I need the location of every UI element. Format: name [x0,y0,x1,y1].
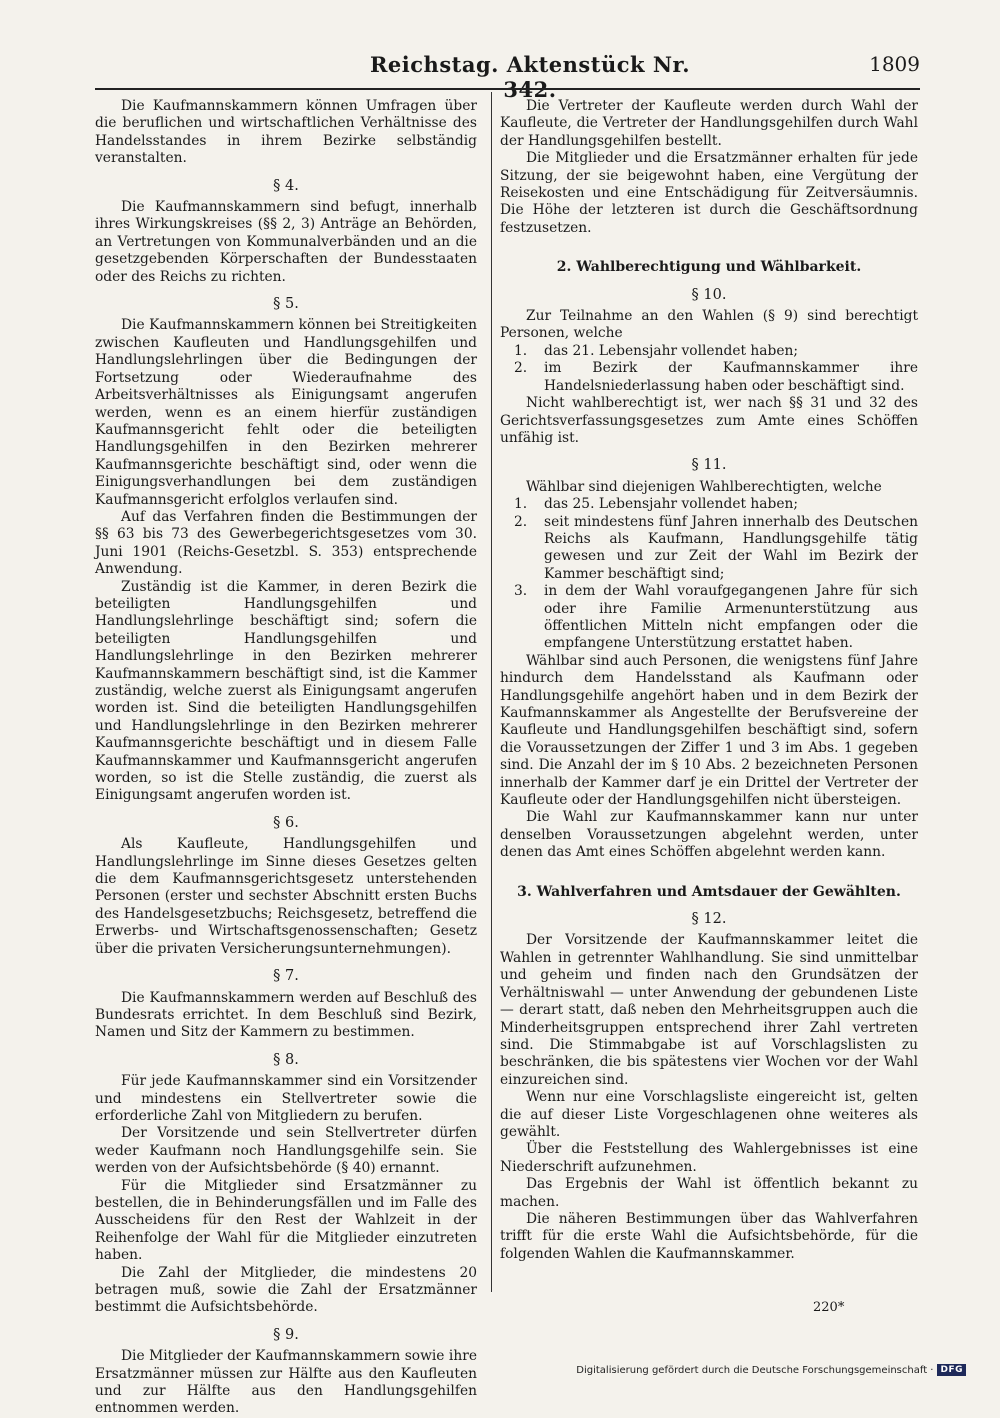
subsection-heading: 2. Wahlberechtigung und Wählbarkeit. [556,259,862,276]
digitization-footer [576,1364,966,1376]
section-heading: § 8. [273,1051,299,1068]
section-heading: § 11. [691,457,727,474]
section-heading: § 4. [273,177,299,194]
paragraph: Für jede Kaufmannskammer sind ein Vorsitzender und mindestens ein Stellvertreter sowie die erforderliche Zahl von Mitgliedern zu berufen. [95,1073,477,1124]
paragraph: Wählbar sind auch Personen, die wenigstens fünf Jahre hindurch dem Handelsstand als Kaufmann oder Handlungsgehilfe angehört haben und in dem Bezirk der Kaufmannskammer als Angestellte der Berufsvereine der Kaufleute und Handlungsgehilfen beschäftigt sind, sofern die Voraussetzungen der Ziffer 1 und 3 im Abs. 1 gegeben sind. Die Anzahl der im § 10 Abs. 2 bezeichneten Personen innerhalb der Kammer darf je ein Drittel der Vertreter der Kaufleute oder der Handlungsgehilfen nicht übersteigen. [500,652,918,809]
paragraph: Die Mitglieder und die Ersatzmänner erhalten für jede Sitzung, der sie beigewohnt haben, eine Vergütung der Reisekosten und eine Entschädigung für Zeitversäumnis. Die Höhe der letzteren ist durch die Geschäftsordnung festzusetzen. [500,150,918,236]
paragraph: Die Kaufmannskammern werden auf Beschluß des Bundesrats errichtet. In dem Beschluß sind Bezirk, Namen und Sitz der Kammern zu bestimmen. [95,989,477,1041]
list-text: das 21. Lebensjahr vollendet haben; [544,342,799,359]
numbered-list [500,496,918,653]
header-title: Reichstag. Aktenstück Nr. 342. [369,52,691,102]
page-number: 1809 [869,52,920,76]
section-heading: § 9. [273,1326,299,1343]
list-number: 1. [514,342,528,359]
paragraph: Die Wahl zur Kaufmannskammer kann nur unter denselben Voraussetzungen abgelehnt werden, unter denen das Amt eines Schöffen abgelehnt werden kann. [500,809,918,861]
paragraph: Die näheren Bestimmungen über das Wahlverfahren trifft für die erste Wahl die Aufsichtsbehörde, für die folgenden Wahlen die Kaufmannskammer. [500,1210,918,1262]
numbered-list [500,343,918,395]
list-item [500,583,918,653]
list-text: seit mindestens fünf Jahren innerhalb des Deutschen Reichs als Kaufmann, Handlungsgehilfe tätig gewesen und zur Zeit der Wahl im Bezirk der Kammer beschäftigt sind; [544,513,918,582]
paragraph: Wählbar sind diejenigen Wahlberechtigten, welche [526,478,882,495]
paragraph: Der Vorsitzende und sein Stellvertreter dürfen weder Kaufmann noch Handlungsgehilfe sein. Sie werden von der Aufsichtsbehörde (§ 40) ernannt. [95,1125,477,1177]
paragraph: Über die Feststellung des Wahlergebnisses ist eine Niederschrift aufzunehmen. [500,1141,918,1175]
paragraph: Die Mitglieder der Kaufmannskammern sowie ihre Ersatzmänner müssen zur Hälfte aus den Kaufleuten und zur Hälfte aus den Handlungsgehilfen entnommen werden. [95,1348,477,1417]
paragraph: Nicht wahlberechtigt ist, wer nach §§ 31 und 32 des Gerichtsverfassungsgesetzes zum Amte eines Schöffen unfähig ist. [500,395,918,446]
section-heading: § 5. [273,296,299,313]
list-text: im Bezirk der Kaufmannskammer ihre Handelsniederlassung haben oder beschäftigt sind. [544,360,918,394]
footer-text: Digitalisierung gefördert durch die Deutsche Forschungsgemeinschaft · [576,1364,934,1376]
list-item [500,360,918,395]
left-column [95,98,477,1418]
list-number: 3. [514,583,528,600]
section-heading: § 12. [691,911,727,928]
paragraph: Als Kaufleute, Handlungsgehilfen und Handlungslehrlinge im Sinne dieses Gesetzes gelten die dem Kaufmannsgerichtsgesetz unterstehenden Personen (erster und sechster Abschnitt ersten Buchs des Handelsgesetzbuchs; Reichsgesetz, betreffend die Erwerbs- und Wirtschaftsgenossenschaften; Gesetz über die privaten Versicherungsunternehmungen). [95,836,477,957]
dfg-logo: DFG [937,1364,966,1376]
list-item [500,343,918,360]
paragraph: Die Kaufmannskammern können bei Streitigkeiten zwischen Kaufleuten und Handlungsgehilfen und Handlungslehrlingen über die Bedingungen der Fortsetzung oder Wiederaufnahme des Arbeitsverhältnisses als Einigungsamt angerufen werden, wenn es an einem hierfür zuständigen Kaufmannsgericht fehlt oder die beteiligten Handlungsgehilfen in den Bezirken mehrerer Kaufmannsgerichte beschäftigt sind, oder wenn die Einigungsverhandlungen bei dem zuständigen Kaufmannsgericht erfolglos verlaufen sind. [95,317,477,508]
section-heading: § 10. [691,286,727,303]
paragraph: Die Kaufmannskammern sind befugt, innerhalb ihres Wirkungskreises (§§ 2, 3) Anträge an Behörden, an Vertretungen von Kommunalverbänden und an die gesetzgebenden Körperschaften der Bundesstaaten oder des Reichs zu richten. [95,199,477,285]
paragraph: Für die Mitglieder sind Ersatzmänner zu bestellen, die in Behinderungsfällen und im Falle des Ausscheidens für den Rest der Wahlzeit in der Reihenfolge der Wahl für die Mitglieder einzutreten haben. [95,1177,477,1264]
paragraph: Zur Teilnahme an den Wahlen (§ 9) sind berechtigt Personen, welche [500,308,918,342]
list-item [500,496,918,513]
section-heading: § 7. [273,968,299,985]
list-text: das 25. Lebensjahr vollendet haben; [544,496,799,513]
page-header [95,52,920,102]
subsection-heading: 3. Wahlverfahren und Amtsdauer der Gewählten. [517,883,901,900]
paragraph: Die Kaufmannskammern können Umfragen über die beruflichen und wirtschaftlichen Verhältnisse des Handelsstandes in ihrem Bezirke selbständig veranstalten. [95,98,477,167]
header-rule [95,88,920,90]
paragraph: Das Ergebnis der Wahl ist öffentlich bekannt zu machen. [500,1176,918,1210]
right-column [500,98,918,1263]
column-divider [491,92,492,1292]
paragraph: Die Vertreter der Kaufleute werden durch Wahl der Kaufleute, die Vertreter der Handlungsgehilfen durch Wahl der Handlungsgehilfen bestellt. [500,98,918,149]
list-number: 1. [514,496,528,513]
paragraph: Der Vorsitzende der Kaufmannskammer leitet die Wahlen in getrennter Wahlhandlung. Sie sind unmittelbar und geheim und finden nach den Grundsätzen der Verhältniswahl — unter Anwendung der gebundenen Liste — derart statt, daß neben den Mehrheitsgruppen auch die Minderheitsgruppen entsprechend ihrer Zahl vertreten sind. Die Stimmabgabe ist auf Vorschlagslisten zu beschränken, die bis spätestens vier Wochen vor der Wahl einzureichen sind. [500,932,918,1088]
paragraph: Zuständig ist die Kammer, in deren Bezirk die beteiligten Handlungsgehilfen und Handlungslehrlinge beschäftigt sind; sofern die beteiligten Handlungsgehilfen und Handlungslehrlinge in den Bezirken mehrerer Kaufmannskammern beschäftigt sind, ist die Kammer zuständig, welche zuerst als Einigungsamt angerufen worden ist. Sind die beteiligten Handlungsgehilfen und Handlungslehrlinge in den Bezirken mehrerer Kaufmannsgerichte beschäftigt und in diesem Falle Kaufmannskammer und Kaufmannsgericht angerufen worden, so ist die Stelle zuständig, die zuerst als Einigungsamt angerufen worden ist. [95,578,477,804]
list-number: 2. [514,513,528,530]
list-item [500,514,918,584]
list-number: 2. [514,360,528,377]
paragraph: Auf das Verfahren finden die Bestimmungen der §§ 63 bis 73 des Gewerbegerichtsgesetzes vom 30. Juni 1901 (Reichs-Gesetzbl. S. 353) entsprechende Anwendung. [95,508,477,578]
section-heading: § 6. [273,814,299,831]
paragraph: Die Zahl der Mitglieder, die mindestens 20 betragen muß, sowie die Zahl der Ersatzmänner bestimmt die Aufsichtsbehörde. [95,1264,477,1316]
paragraph: Wenn nur eine Vorschlagsliste eingereicht ist, gelten die auf dieser Liste Vorgeschlagenen ohne weiteres als gewählt. [500,1089,918,1140]
list-text: in dem der Wahl voraufgegangenen Jahre für sich oder ihre Familie Armenunterstützung aus öffentlichen Mitteln nicht empfangen oder die empfangene Unterstützung erstattet haben. [544,583,918,652]
signature-mark: 220* [813,1300,845,1315]
